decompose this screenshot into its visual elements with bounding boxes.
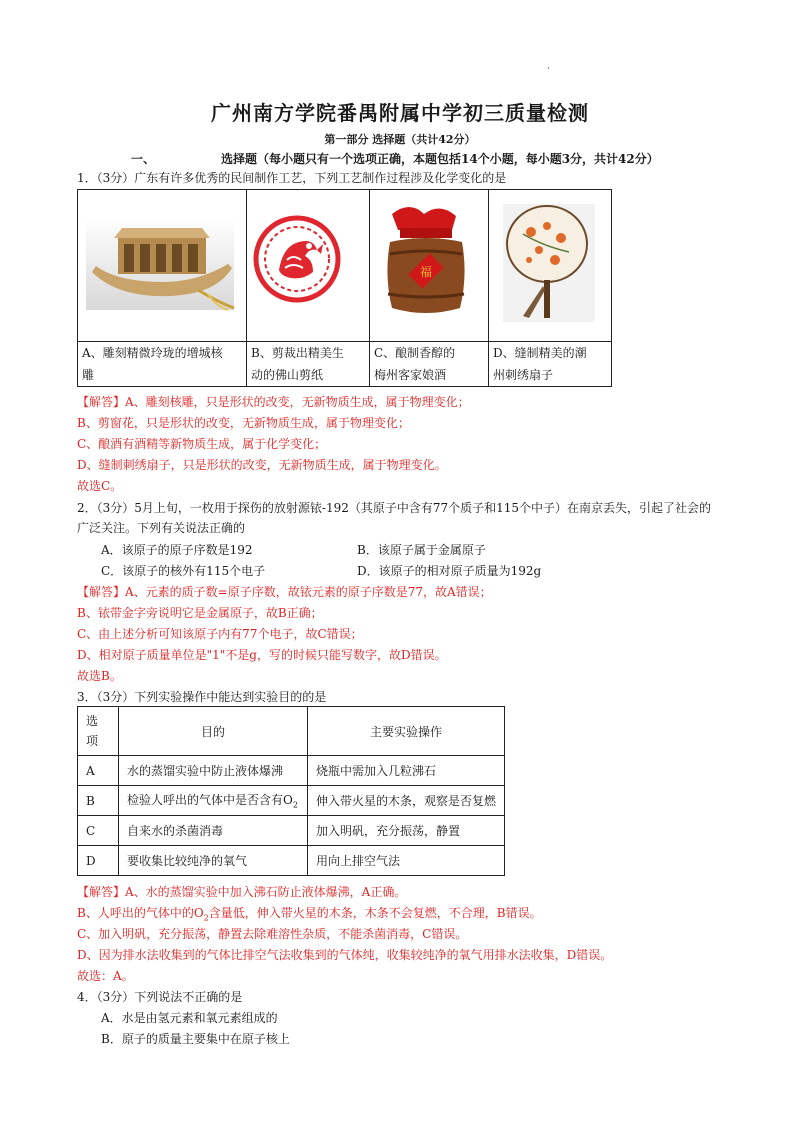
q3-row-goal: 要收集比较纯净的氧气	[119, 846, 308, 876]
q4-option-b: B．原子的质量主要集中在原子核上	[101, 1032, 290, 1046]
q2-option-a: A．该原子的原子序数是192	[101, 543, 253, 557]
q2-option-d: D．该原子的相对原子质量为192g	[357, 564, 542, 578]
q1-option-c-image-cell	[370, 190, 489, 342]
q3-answer-line-part1: B、人呼出的气体中的O	[77, 906, 204, 920]
q3-row-goal	[119, 786, 308, 816]
q1-answer-line: 【解答】A、雕刻核雕，只是形状的改变，无新物质生成，属于物理变化；	[77, 395, 470, 409]
q3-answer-subscript: 2	[203, 913, 209, 923]
carved-boat-image	[78, 190, 246, 341]
q3-col-operation-header: 主要实验操作	[308, 707, 505, 756]
q3-answer-line: C、加入明矾，充分振荡，静置去除难溶性杂质，不能杀菌消毒，C错误。	[77, 927, 468, 941]
q2-answer-line: 【解答】A、元素的质子数=原子序数，故铱元素的原子序数是77，故A错误；	[77, 585, 492, 599]
wine-jar-image	[370, 190, 488, 341]
q1-option-c-line2: 梅州客家娘酒	[374, 368, 447, 382]
q1-answer-line: B、剪窗花，只是形状的改变，无新物质生成，属于物理变化；	[77, 416, 410, 430]
q4-option-a: A．水是由氢元素和氧元素组成的	[101, 1011, 278, 1025]
page-title: 广州南方学院番禺附属中学初三质量检测	[211, 101, 589, 125]
q1-option-d-image-cell	[489, 190, 612, 342]
q3-table	[77, 706, 505, 876]
q1-answer-choice: 故选C。	[77, 479, 123, 493]
q3-stem: 3．（3分）下列实验操作中能达到实验目的的是	[77, 690, 327, 704]
q3-row-option: C	[78, 816, 119, 846]
q1-option-d-line2: 州刺绣扇子	[493, 368, 554, 382]
q1-answer-line: C、酿酒有酒精等新物质生成，属于化学变化；	[77, 437, 327, 451]
q2-answer-line: B、铱带金字旁说明它是金属原子，故B正确；	[77, 606, 323, 620]
q1-option-b-line1: B、剪裁出精美生	[251, 346, 344, 360]
q3-row-operation: 伸入带火星的木条，观察是否复燃	[308, 786, 505, 816]
q1-stem: 1．（3分）广东有许多优秀的民间制作工艺，下列工艺制作过程涉及化学变化的是	[77, 171, 507, 185]
q3-col-option-header	[78, 707, 119, 756]
part-heading: 第一部分 选择题（共计42分）	[324, 133, 476, 146]
q2-answer-line: C、由上述分析可知该原子内有77个电子，故C错误；	[77, 627, 363, 641]
q2-stem-line2: 广泛关注。下列有关说法正确的	[77, 521, 246, 535]
q3-answer-line-part2: 含量低，伸入带火星的木条，木条不会复燃，不合理，B错误。	[208, 906, 542, 920]
q2-answer-line: D、相对原子质量单位是"1"不是g，写的时候只能写数字，故D错误。	[77, 648, 447, 662]
q3-row-operation: 加入明矾，充分振荡，静置	[308, 816, 505, 846]
q1-option-a-line2: 雕	[82, 368, 95, 382]
embroidered-fan-image	[489, 190, 611, 341]
q1-option-c-line1: C、酿制香醇的	[374, 346, 456, 360]
svg-text:福: 福	[420, 265, 433, 279]
q1-option-b	[247, 342, 370, 387]
paper-cut-image	[247, 190, 369, 341]
q3-row-goal-text: 检验人呼出的气体中是否含有O	[127, 793, 293, 808]
q1-option-b-line2: 动的佛山剪纸	[251, 368, 324, 382]
q3-answer-line	[77, 905, 542, 926]
section-heading: 选择题（每小题只有一个选项正确，本题包括14个小题，每小题3分，共计42分）	[221, 152, 659, 166]
q3-answer-line: D、因为排水法收集到的气体比排空气法收集到的气体纯，收集较纯净的氧气用排水法收集，D错误。	[77, 948, 613, 962]
q3-answer-choice: 故选：A。	[77, 969, 134, 983]
q2-answer-choice: 故选B。	[77, 669, 122, 683]
q1-option-c	[370, 342, 489, 387]
q2-option-c: C．该原子的核外有115个电子	[101, 564, 266, 578]
table-row	[78, 756, 505, 786]
q3-col-option-header-line2: 项	[86, 734, 99, 748]
q3-row-option: A	[78, 756, 119, 786]
table-row	[78, 846, 505, 876]
q3-row-goal-subscript: 2	[292, 800, 298, 810]
q2-option-b: B．该原子属于金属原子	[357, 543, 486, 557]
q1-options-table	[77, 189, 612, 387]
q1-option-a	[78, 342, 247, 387]
table-row	[78, 786, 505, 816]
corner-dot: ·	[547, 64, 550, 74]
table-row	[78, 816, 505, 846]
q1-answer-line: D、缝制刺绣扇子，只是形状的改变，无新物质生成，属于物理变化。	[77, 458, 447, 472]
q1-option-a-image-cell	[78, 190, 247, 342]
q3-row-goal: 自来水的杀菌消毒	[119, 816, 308, 846]
q4-stem: 4．（3分）下列说法不正确的是	[77, 990, 243, 1004]
q3-table-header	[78, 707, 505, 756]
q1-option-d-line1: D、缝制精美的潮	[493, 346, 587, 360]
q3-row-operation: 用向上排空气法	[308, 846, 505, 876]
q1-option-b-image-cell	[247, 190, 370, 342]
q1-option-a-line1: A、雕刻精微玲珑的增城核	[82, 346, 223, 360]
q3-row-option: D	[78, 846, 119, 876]
q1-option-d	[489, 342, 612, 387]
q3-row-operation: 烧瓶中需加入几粒沸石	[308, 756, 505, 786]
q3-col-goal-header: 目的	[119, 707, 308, 756]
q3-col-option-header-line1: 选	[86, 714, 99, 728]
q3-row-goal: 水的蒸馏实验中防止液体爆沸	[119, 756, 308, 786]
q2-stem-line1: 2．（3分）5月上旬，一枚用于探伤的放射源铱-192（其原子中含有77个质子和115个中子）在南京丢失，引起了社会的	[77, 501, 712, 515]
section-number: 一、	[131, 152, 156, 166]
q3-answer-line: 【解答】A、水的蒸馏实验中加入沸石防止液体爆沸，A正确。	[77, 885, 407, 899]
q3-row-option: B	[78, 786, 119, 816]
